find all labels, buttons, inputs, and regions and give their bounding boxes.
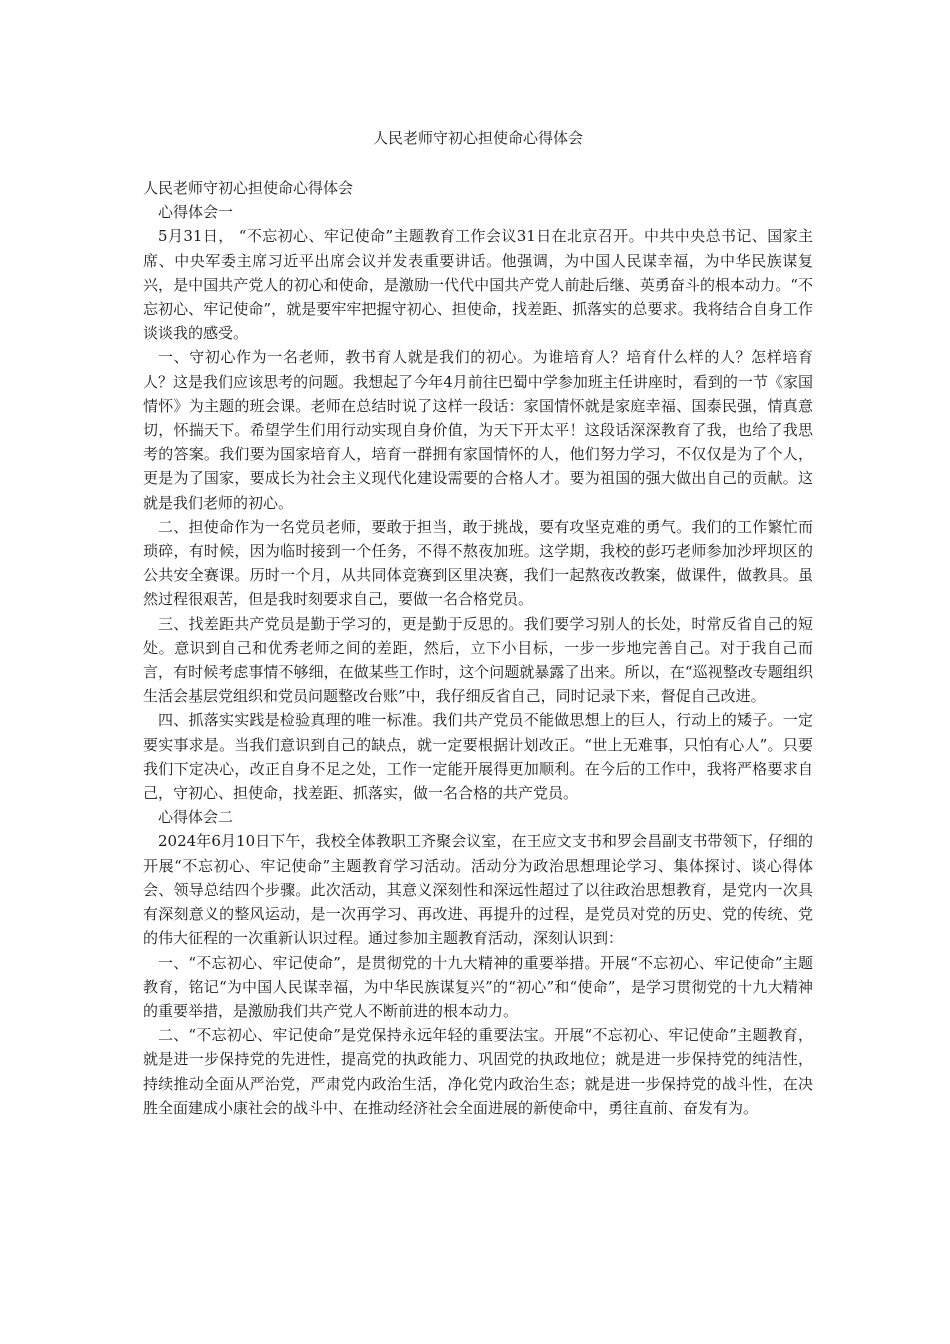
paragraph: 一、守初心作为一名老师，教书育人就是我们的初心。为谁培育人？培育什么样的人？怎样培育人？这是我们应该思考的问题。我想起了今年4月前往巴蜀中学参加班主任讲座时，看到的一节《家国情怀》为主题的班会课。老师在总结时说了这样一段话：家国情怀就是家庭幸福、国泰民强，情真意切，怀揣天下。希望学生们用行动实现自身价值，为天下开太平！这段话深深教育了我，也给了我思考的答案。我们要为国家培育人，培育一群拥有家国情怀的人，他们努力学习，不仅仅是为了个人，更是为了国家，要成长为社会主义现代化建设需要的合格人才。要为祖国的强大做出自己的贡献。这就是我们老师的初心。: [143, 348, 813, 512]
paragraph: 三、找差距共产党员是勤于学习的，更是勤于反思的。我们要学习别人的长处，时常反省自己的短处。意识到自己和优秀老师之间的差距，然后，立下小目标，一步一步地完善自己。对于我自己而言，有时候考虑事情不够细，在做某些工作时，这个问题就暴露了出来。所以，在“巡视整改专题组织生活会基层党组织和党员问题整改台账”中，我仔细反省自己，同时记录下来，督促自己改进。: [143, 614, 813, 706]
heading-line: 人民老师守初心担使命心得体会: [143, 179, 354, 197]
paragraph: 二、“不忘初心、牢记使命”是党保持永远年轻的重要法宝。开展“不忘初心、牢记使命”主题教育，就是进一步保持党的先进性，提高党的执政能力、巩固党的执政地位；就是进一步保持党的纯洁性，持续推动全面从严治党，严肃党内政治生活，净化党内政治生态；就是进一步保持党的战斗性，在决胜全面建成小康社会的战斗中、在推动经济社会全面进展的新使命中，勇往直前、奋发有为。: [143, 1026, 813, 1117]
document-body: [143, 176, 813, 1120]
section-heading: 心得体会二: [158, 808, 234, 827]
paragraph: 四、抓落实实践是检验真理的唯一标准。我们共产党员不能做思想上的巨人，行动上的矮子。一定要实事求是。当我们意识到自己的缺点，就一定要根据计划改正。“世上无难事，只怕有心人”。只要我们下定决心，改正自身不足之处，工作一定能开展得更加顺利。在今后的工作中，我将严格要求自己，守初心、担使命，找差距、抓落实，做一名合格的共产党员。: [143, 711, 813, 803]
paragraph: 2024年6月10日下午，我校全体教职工齐聚会议室，在王应文支书和罗会昌副支书带领下，仔细的开展“不忘初心、牢记使命”主题教育学习活动。活动分为政治思想理论学习、集体探讨、谈心得体会、领导总结四个步骤。此次活动，其意义深刻性和深远性超过了以往政治思想教育，是党内一次具有深刻意义的整风运动，是一次再学习、再改进、再提升的过程，是党员对党的历史、党的传统、党的伟大征程的一次重新认识过程。通过参加主题教育活动，深刻认识到：: [143, 832, 813, 948]
paragraph: 一、“不忘初心、牢记使命”，是贯彻党的十九大精神的重要举措。开展“不忘初心、牢记使命”主题教育，铭记“为中国人民谋幸福，为中华民族谋复兴”的“初心”和“使命”，是学习贯彻党的十九大精神的重要举措，是激励我们共产党人不断前进的根本动力。: [143, 953, 813, 1020]
section-heading: 心得体会一: [158, 203, 234, 222]
page-title: 人民老师守初心担使命心得体会: [372, 129, 583, 147]
paragraph: 二、担使命作为一名党员老师，要敢于担当，敢于挑战，要有攻坚克难的勇气。我们的工作繁忙而琐碎，有时候，因为临时接到一个任务，不得不熬夜加班。这学期，我校的彭巧老师参加沙坪坝区的公共安全赛课。历时一个月，从共同体竞赛到区里决赛，我们一起熬夜改教案，做课件，做教具。虽然过程很艰苦，但是我时刻要求自己，要做一名合格党员。: [143, 517, 813, 609]
paragraph: 5月31日， “不忘初心、牢记使命”主题教育工作会议31日在北京召开。中共中央总书记、国家主席、中央军委主席习近平出席会议并发表重要讲话。他强调，为中国人民谋幸福，为中华民族谋复兴，是中国共产党人的初心和使命，是激励一代代中国共产党人前赴后继、英勇奋斗的根本动力。“不忘初心、牢记使命”，就是要牢牢把握守初心、担使命，找差距、抓落实的总要求。我将结合自身工作谈谈我的感受。: [143, 227, 813, 343]
